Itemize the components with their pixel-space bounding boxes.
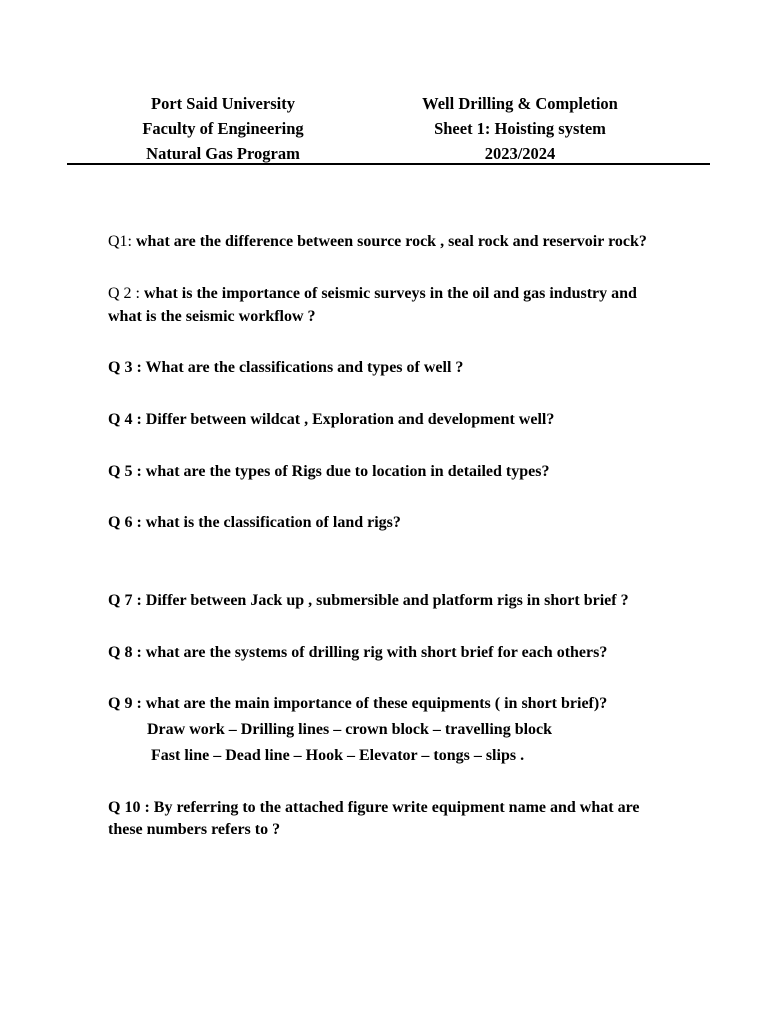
university-name: Port Said University bbox=[151, 94, 295, 113]
question-8: Q 8 : what are the systems of drilling rig with short brief for each others? bbox=[108, 644, 608, 661]
question-10-continuation: these numbers refers to ? bbox=[108, 821, 281, 838]
header-divider bbox=[67, 163, 710, 165]
question-4: Q 4 : Differ between wildcat , Exploration and development well? bbox=[108, 411, 555, 428]
question-9-equipment-line-2: Fast line – Dead line – Hook – Elevator – tongs – slips . bbox=[151, 747, 525, 764]
faculty-name: Faculty of Engineering bbox=[142, 119, 304, 138]
question-10: Q 10 : By referring to the attached figure write equipment name and what are bbox=[108, 799, 640, 816]
question-9-equipment-line-1: Draw work – Drilling lines – crown block – travelling block bbox=[147, 721, 553, 738]
course-title: Well Drilling & Completion bbox=[422, 94, 618, 113]
question-5: Q 5 : what are the types of Rigs due to location in detailed types? bbox=[108, 463, 550, 480]
question-6: Q 6 : what is the classification of land rigs? bbox=[108, 514, 401, 531]
question-2 bbox=[108, 283, 708, 305]
question-1-text: what are the difference between source rock , seal rock and reservoir rock? bbox=[136, 233, 647, 250]
question-2-text: what is the importance of seismic surveys in the oil and gas industry and bbox=[144, 285, 637, 302]
question-1-prefix: Q1: bbox=[108, 233, 136, 250]
sheet-title: Sheet 1: Hoisting system bbox=[434, 119, 606, 138]
question-9: Q 9 : what are the main importance of these equipments ( in short brief)? bbox=[108, 695, 608, 712]
question-7: Q 7 : Differ between Jack up , submersible and platform rigs in short brief ? bbox=[108, 592, 629, 609]
question-2-continuation: what is the seismic workflow ? bbox=[108, 308, 316, 325]
question-1 bbox=[108, 231, 708, 253]
program-name: Natural Gas Program bbox=[146, 144, 300, 163]
question-2-prefix: Q 2 : bbox=[108, 285, 144, 302]
academic-year: 2023/2024 bbox=[484, 144, 556, 163]
question-3: Q 3 : What are the classifications and types of well ? bbox=[108, 359, 464, 376]
